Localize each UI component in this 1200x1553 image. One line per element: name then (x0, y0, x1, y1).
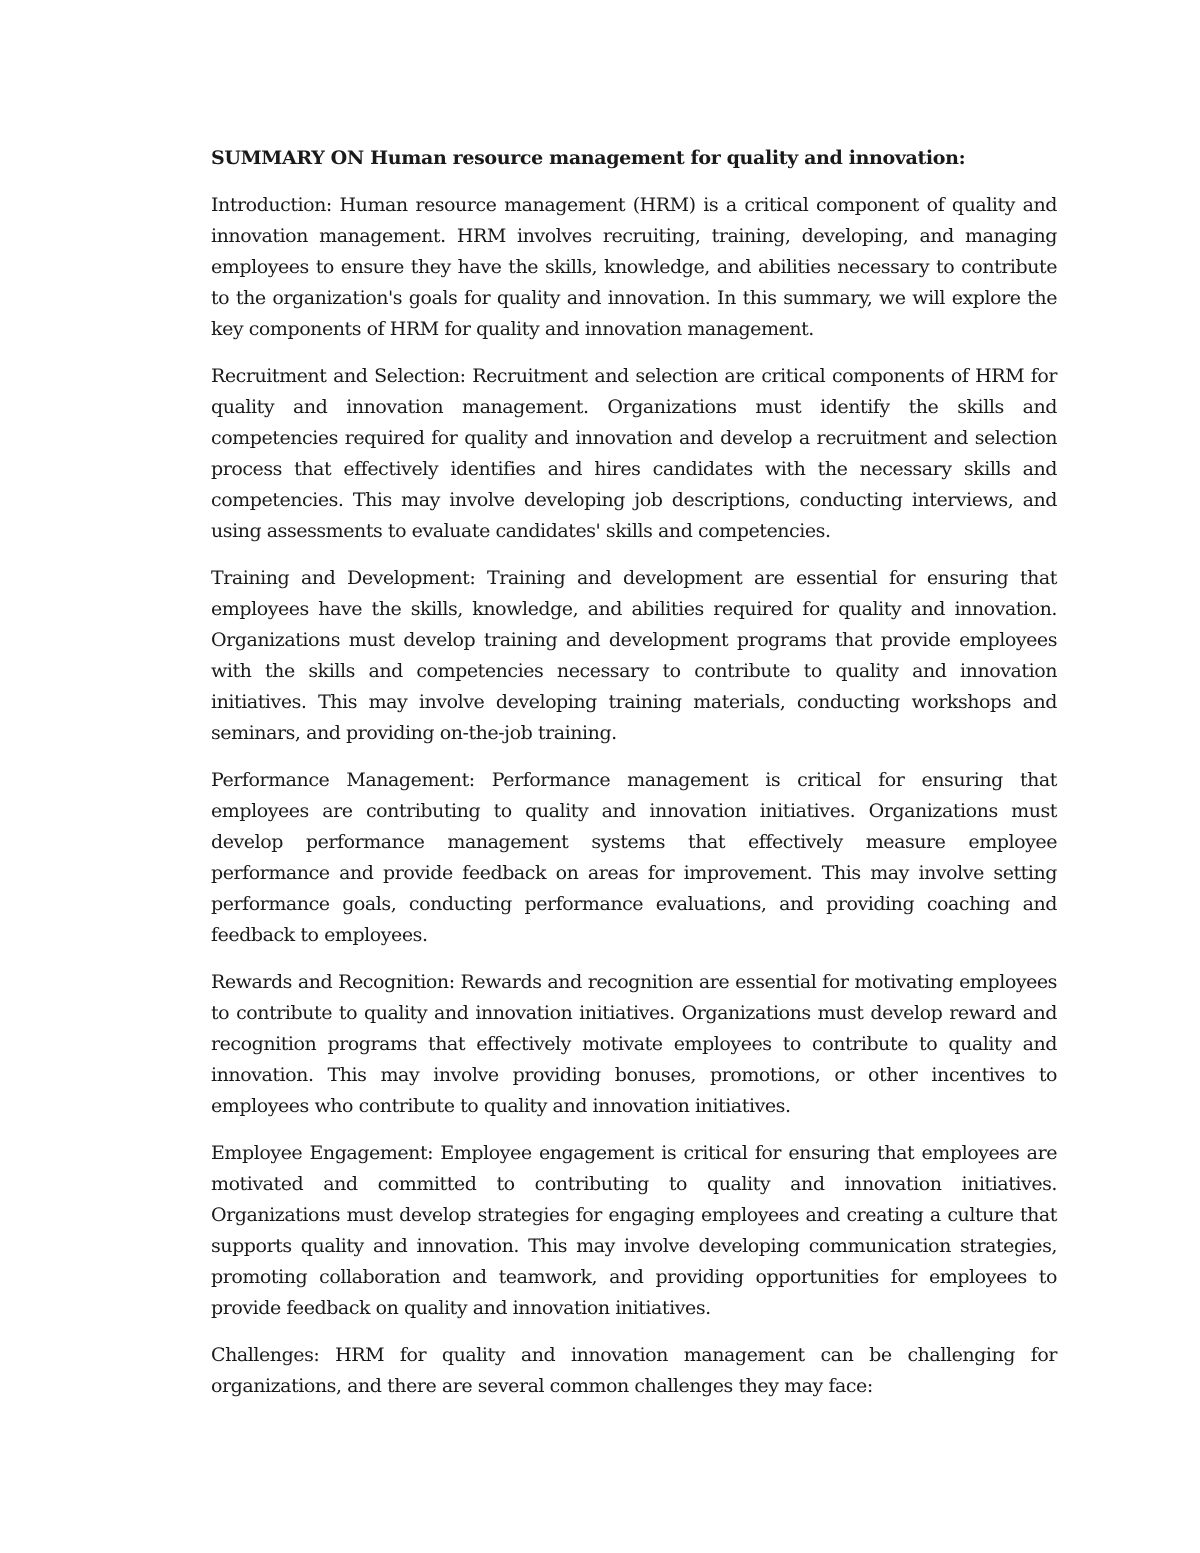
paragraph-training-development: Training and Development: Training and development are essential for ensuring that employees have the skills, knowledge, and abilities required for quality and innovation. Organizations must develop training and development programs that provide employees with the skills and competencies necessary to contribute to quality and innovation initiatives. This may involve developing training materials, conducting workshops and seminars, and providing on-the-job training. (211, 567, 1057, 744)
paragraph-performance-management: Performance Management: Performance management is critical for ensuring that employees are contributing to quality and innovation initiatives. Organizations must develop performance management systems that effectively measure employee performance and provide feedback on areas for improvement. This may involve setting performance goals, conducting performance evaluations, and providing coaching and feedback to employees. (211, 769, 1057, 946)
paragraph-employee-engagement: Employee Engagement: Employee engagement is critical for ensuring that employees are motivated and committed to contributing to quality and innovation initiatives. Organizations must develop strategies for engaging employees and creating a culture that supports quality and innovation. This may involve developing communication strategies, promoting collaboration and teamwork, and providing opportunities for employees to provide feedback on quality and innovation initiatives. (211, 1142, 1057, 1319)
paragraph-recruitment-selection: Recruitment and Selection: Recruitment and selection are critical components of HRM for quality and innovation management. Organizations must identify the skills and competencies required for quality and innovation and develop a recruitment and selection process that effectively identifies and hires candidates with the necessary skills and competencies. This may involve developing job descriptions, conducting interviews, and using assessments to evaluate candidates' skills and competencies. (211, 365, 1057, 542)
document-body (211, 143, 1057, 1418)
paragraph-introduction: Introduction: Human resource management (HRM) is a critical component of quality and innovation management. HRM involves recruiting, training, developing, and managing employees to ensure they have the skills, knowledge, and abilities necessary to contribute to the organization's goals for quality and innovation. In this summary, we will explore the key components of HRM for quality and innovation management. (211, 194, 1057, 340)
document-title: SUMMARY ON Human resource management for quality and innovation: (211, 147, 966, 169)
paragraph-rewards-recognition: Rewards and Recognition: Rewards and recognition are essential for motivating employees to contribute to quality and innovation initiatives. Organizations must develop reward and recognition programs that effectively motivate employees to contribute to quality and innovation. This may involve providing bonuses, promotions, or other incentives to employees who contribute to quality and innovation initiatives. (211, 971, 1057, 1117)
paragraph-challenges: Challenges: HRM for quality and innovation management can be challenging for organizations, and there are several common challenges they may face: (211, 1344, 1057, 1397)
